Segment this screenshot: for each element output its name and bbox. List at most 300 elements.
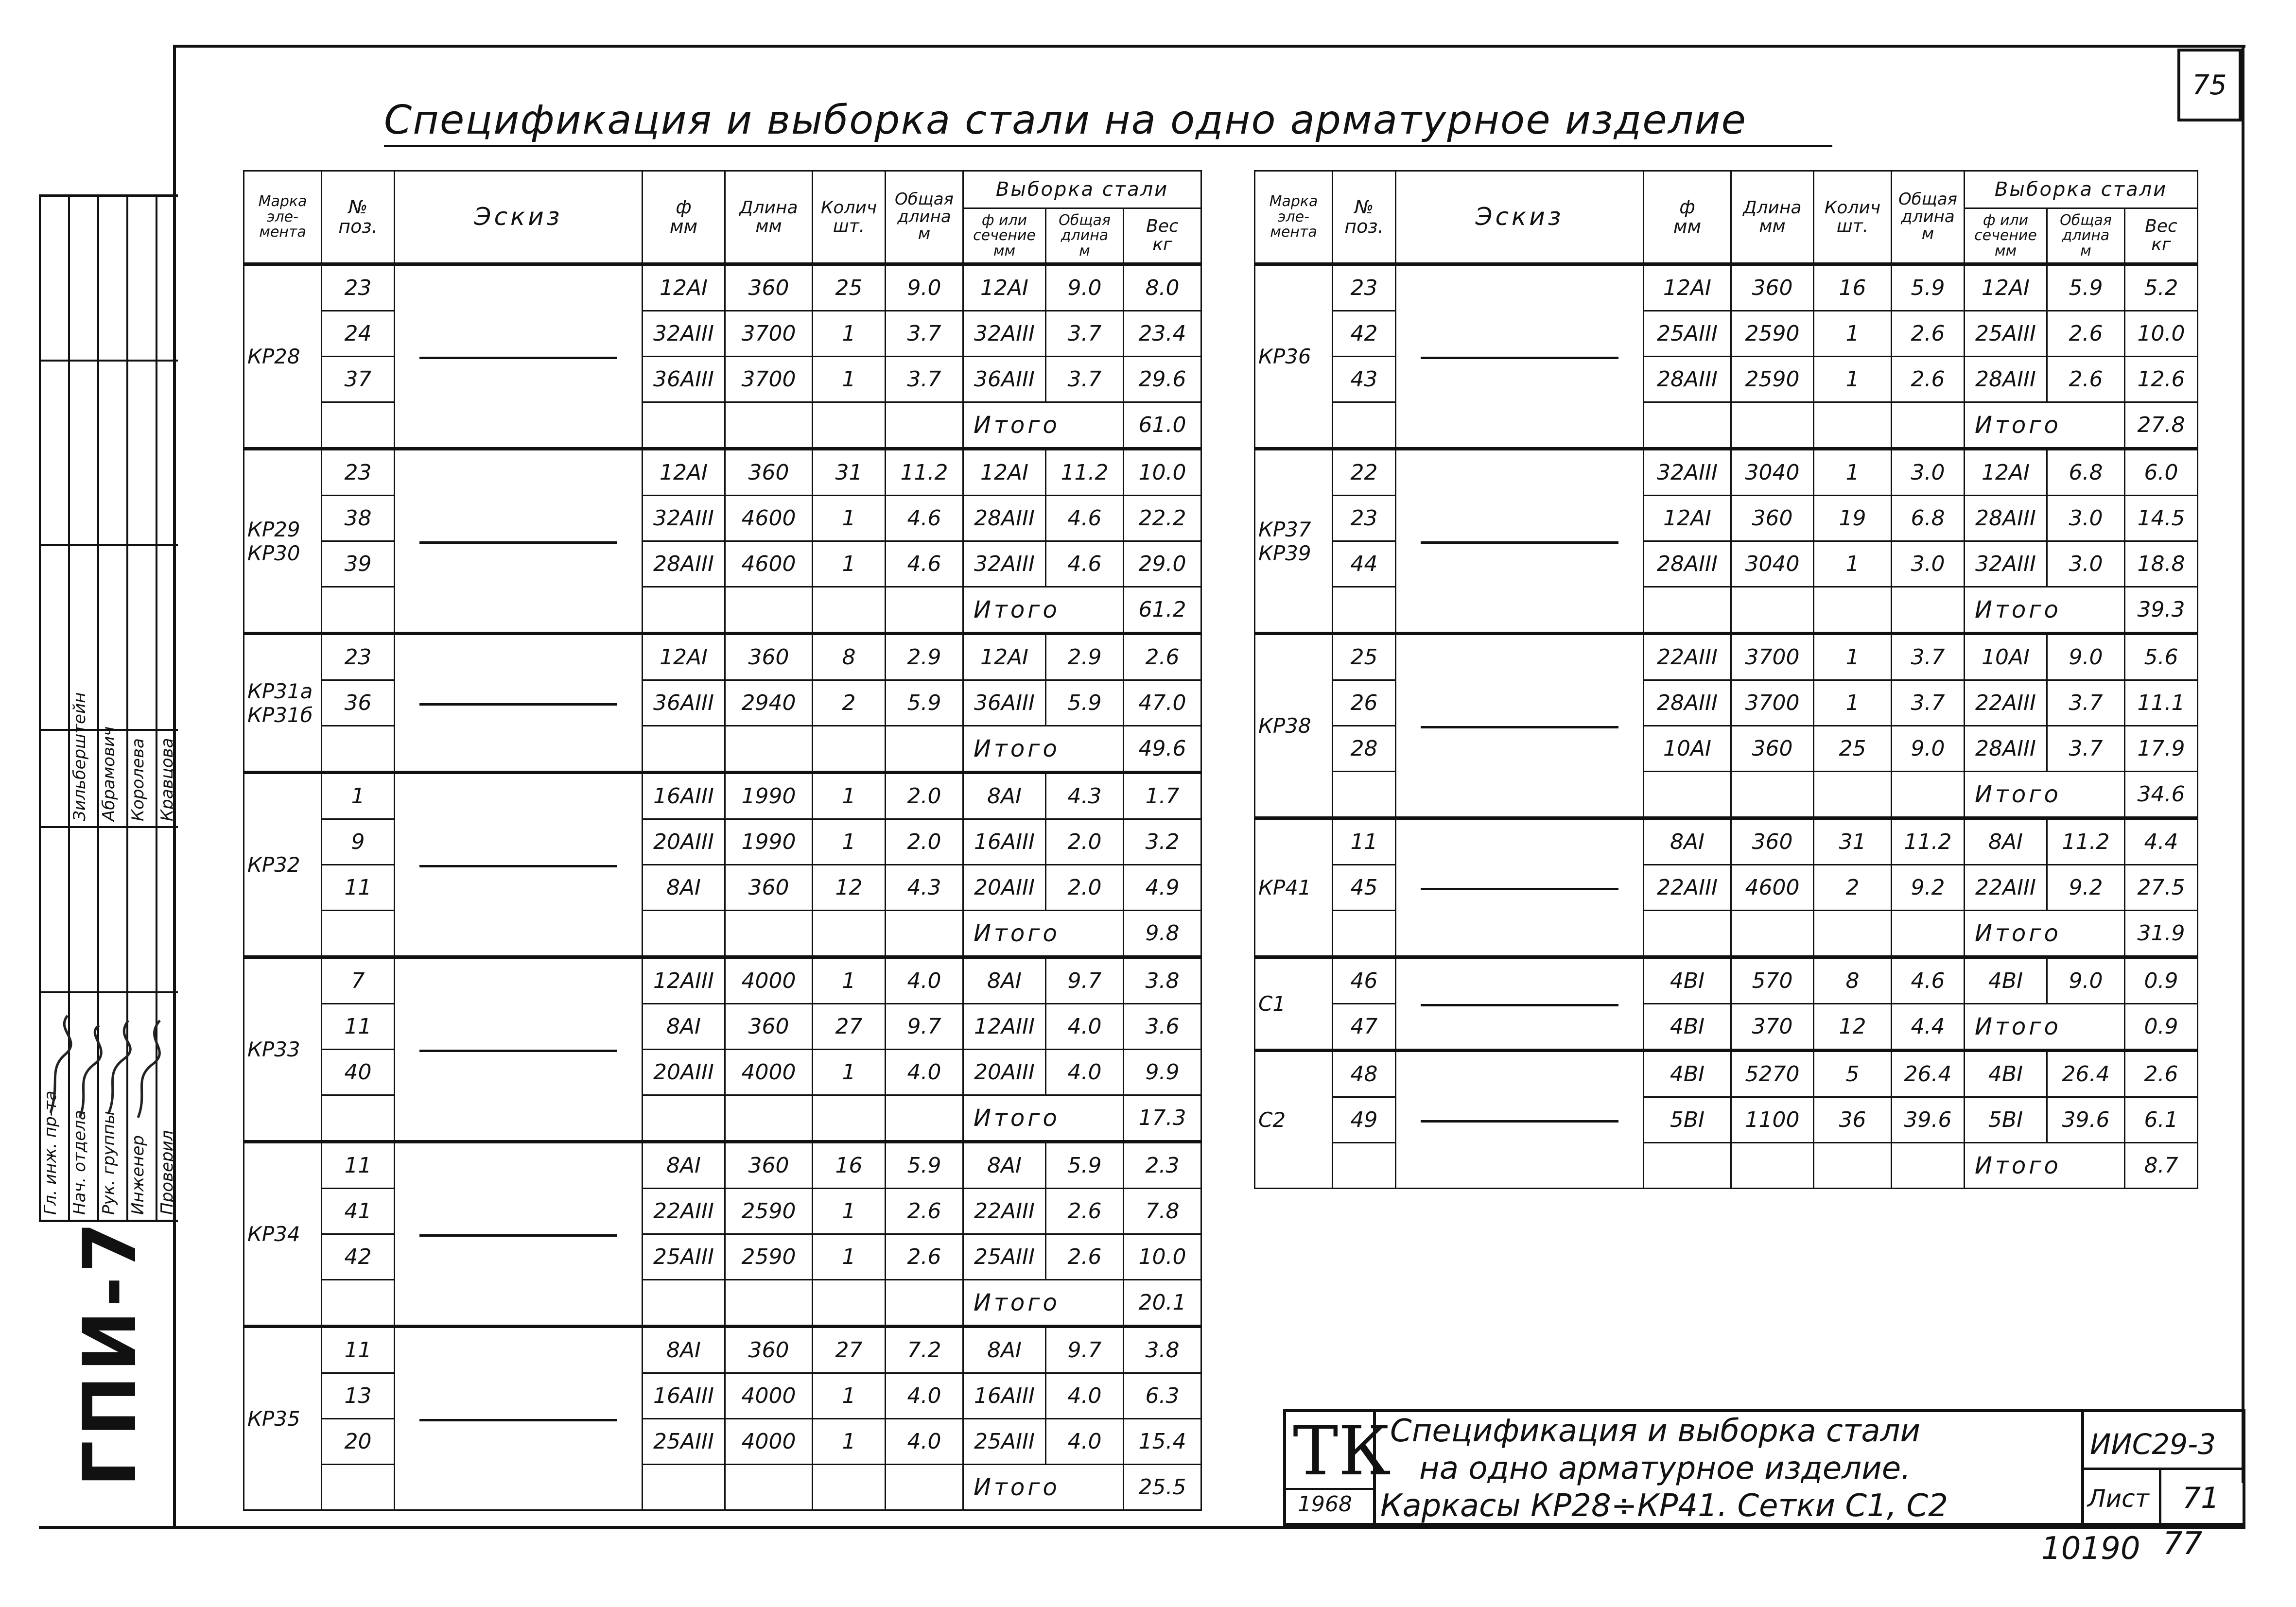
empty-cell — [643, 587, 725, 634]
selection-diameter: 12АIII — [963, 1004, 1046, 1050]
signature-marks — [46, 909, 172, 1132]
bar-quantity: 5 — [1814, 1051, 1892, 1097]
tb-year: 1968 — [1298, 1492, 1352, 1517]
empty-cell — [813, 726, 886, 773]
bar-sketch-line — [419, 541, 617, 544]
selection-diameter: 5ВI — [1965, 1097, 2047, 1143]
bar-length: 3700 — [725, 357, 813, 402]
bar-sketch-line — [1421, 541, 1618, 544]
table-row — [244, 1050, 1201, 1095]
selection-length: 9.0 — [2047, 634, 2125, 680]
bar-quantity: 1 — [813, 1373, 886, 1419]
bar-diameter: 20АIII — [643, 819, 725, 865]
total-length: 39.6 — [1892, 1097, 1965, 1143]
archive-page: 77 — [2163, 1526, 2203, 1562]
total-length: 3.0 — [1892, 541, 1965, 587]
table-row — [244, 357, 1201, 402]
selection-length: 4.3 — [1046, 773, 1124, 819]
total-weight: 49.6 — [1124, 726, 1201, 773]
selection-diameter: 32АIII — [1965, 541, 2047, 587]
bar-sketch-line — [419, 357, 617, 359]
selection-weight: 29.6 — [1124, 357, 1201, 402]
bar-quantity: 25 — [1814, 726, 1892, 772]
position-number: 13 — [322, 1373, 395, 1419]
stamp-name-2: Абрамович — [99, 726, 119, 821]
position-number: 43 — [1333, 357, 1396, 402]
selection-length: 3.0 — [2047, 541, 2125, 587]
hdr-qty: Колич шт. — [813, 171, 886, 264]
sketch-cell — [1396, 449, 1644, 634]
sketch-cell — [1396, 818, 1644, 957]
selection-diameter: 28АIII — [1965, 496, 2047, 541]
element-mark-label: КР30 — [247, 541, 300, 565]
table-row — [244, 1373, 1201, 1419]
table-row — [244, 264, 1201, 311]
bar-length: 360 — [1731, 496, 1814, 541]
empty-cell — [886, 1465, 963, 1510]
selection-weight: 1.7 — [1124, 773, 1201, 819]
position-number: 40 — [322, 1050, 395, 1095]
frame-bottom — [39, 1526, 2245, 1529]
selection-diameter: 25АIII — [1965, 311, 2047, 357]
element-mark — [244, 449, 322, 634]
total-length: 5.9 — [886, 1142, 963, 1189]
selection-weight: 4.9 — [1124, 865, 1201, 911]
bar-diameter: 25АIII — [643, 1234, 725, 1280]
hdr-total-length: Общая длина м — [886, 171, 963, 264]
total-length: 4.0 — [886, 1419, 963, 1465]
selection-weight: 18.8 — [2125, 541, 2198, 587]
sheet-title-underline — [384, 145, 1832, 147]
selection-length: 4.6 — [1046, 496, 1124, 541]
bar-diameter: 22АIII — [643, 1189, 725, 1234]
selection-diameter: 36АIII — [963, 680, 1046, 726]
bar-quantity: 12 — [813, 865, 886, 911]
bar-length: 4600 — [1731, 865, 1814, 911]
selection-weight: 22.2 — [1124, 496, 1201, 541]
empty-cell — [1814, 402, 1892, 449]
selection-diameter: 8АI — [1965, 818, 2047, 865]
empty-cell — [322, 587, 395, 634]
selection-weight: 3.8 — [1124, 1327, 1201, 1373]
bar-length: 4600 — [725, 541, 813, 587]
archive-number: 10190 — [2041, 1531, 2140, 1567]
selection-weight: 3.8 — [1124, 957, 1201, 1004]
bar-diameter: 12АI — [1644, 496, 1731, 541]
selection-weight: 10.0 — [1124, 1234, 1201, 1280]
bar-length: 2590 — [725, 1234, 813, 1280]
bar-length: 360 — [1731, 726, 1814, 772]
selection-diameter: 12АI — [963, 264, 1046, 311]
table-row — [244, 865, 1201, 911]
bar-quantity: 25 — [813, 264, 886, 311]
sketch-cell — [1396, 264, 1644, 449]
empty-cell — [322, 726, 395, 773]
table-row — [1255, 264, 2198, 311]
tb-line-3: Каркасы КР28÷КР41. Сетки С1, С2 — [1380, 1488, 1948, 1524]
bar-length: 2590 — [1731, 311, 1814, 357]
bar-quantity: 8 — [1814, 957, 1892, 1004]
bar-quantity: 1 — [813, 1234, 886, 1280]
selection-length: 5.9 — [1046, 1142, 1124, 1189]
selection-diameter: 12АI — [1965, 449, 2047, 496]
empty-cell — [322, 1095, 395, 1142]
bar-quantity: 12 — [1814, 1004, 1892, 1051]
table-row — [244, 311, 1201, 357]
bar-length: 4000 — [725, 1419, 813, 1465]
total-label: Итого — [963, 402, 1124, 449]
selection-diameter: 8АI — [963, 773, 1046, 819]
total-length: 4.4 — [1892, 1004, 1965, 1051]
tb-sheet-label: Лист — [2087, 1485, 2149, 1513]
selection-diameter: 4ВI — [1965, 1051, 2047, 1097]
total-length: 4.0 — [886, 957, 963, 1004]
stamp-vline-1 — [39, 194, 41, 1222]
empty-cell — [1814, 772, 1892, 818]
bar-diameter: 28АIII — [643, 541, 725, 587]
signature-2 — [80, 1025, 101, 1118]
element-mark-label: КР28 — [247, 345, 300, 368]
hdr-length: Длина мм — [725, 171, 813, 264]
selection-weight: 23.4 — [1124, 311, 1201, 357]
bar-diameter: 28АIII — [1644, 680, 1731, 726]
page-number: 75 — [2177, 49, 2242, 121]
hdr-mark: Марка эле- мента — [244, 171, 322, 264]
empty-cell — [725, 1465, 813, 1510]
bar-length: 2590 — [1731, 357, 1814, 402]
stamp-role-5: Проверил — [157, 1130, 177, 1215]
empty-cell — [1892, 402, 1965, 449]
sketch-cell — [395, 449, 643, 634]
bar-length: 1990 — [725, 819, 813, 865]
selection-diameter: 28АIII — [1965, 726, 2047, 772]
position-number: 36 — [322, 680, 395, 726]
selection-diameter: 12АI — [963, 449, 1046, 496]
hdr-length: Длина мм — [1731, 171, 1814, 264]
bar-diameter: 16АIII — [643, 1373, 725, 1419]
empty-cell — [1892, 772, 1965, 818]
bar-diameter: 8АI — [643, 1142, 725, 1189]
empty-cell — [1333, 587, 1396, 634]
empty-cell — [1814, 1143, 1892, 1189]
sketch-cell — [395, 773, 643, 957]
element-mark-label: КР33 — [247, 1037, 300, 1061]
selection-diameter: 4ВI — [1965, 957, 2047, 1004]
total-length: 4.6 — [886, 496, 963, 541]
position-number: 20 — [322, 1419, 395, 1465]
total-length: 4.3 — [886, 865, 963, 911]
total-length: 5.9 — [1892, 264, 1965, 311]
bar-sketch-line — [419, 1050, 617, 1052]
bar-diameter: 4ВI — [1644, 1051, 1731, 1097]
empty-cell — [886, 911, 963, 957]
table-row — [244, 1142, 1201, 1189]
selection-diameter: 28АIII — [963, 496, 1046, 541]
frame-top — [175, 45, 2245, 48]
bar-quantity: 36 — [1814, 1097, 1892, 1143]
selection-length: 2.6 — [1046, 1189, 1124, 1234]
bar-sketch-line — [1421, 1120, 1618, 1123]
bar-length: 370 — [1731, 1004, 1814, 1051]
bar-quantity: 1 — [813, 1419, 886, 1465]
selection-weight: 29.0 — [1124, 541, 1201, 587]
empty-cell — [1892, 911, 1965, 957]
selection-diameter: 16АIII — [963, 1373, 1046, 1419]
table-row — [1255, 818, 2198, 865]
position-number: 22 — [1333, 449, 1396, 496]
bar-diameter: 22АIII — [1644, 634, 1731, 680]
selection-weight: 5.6 — [2125, 634, 2198, 680]
selection-length: 3.7 — [2047, 726, 2125, 772]
empty-cell — [725, 1280, 813, 1327]
bar-sketch-line — [419, 865, 617, 867]
bar-quantity: 1 — [1814, 311, 1892, 357]
selection-length: 3.7 — [1046, 311, 1124, 357]
position-number: 23 — [322, 634, 395, 680]
empty-cell — [1731, 587, 1814, 634]
position-number: 23 — [322, 264, 395, 311]
sketch-cell — [395, 1327, 643, 1510]
table-row — [244, 449, 1201, 496]
position-number: 25 — [1333, 634, 1396, 680]
bar-quantity: 31 — [1814, 818, 1892, 865]
empty-cell — [813, 1280, 886, 1327]
position-number: 24 — [322, 311, 395, 357]
bar-length: 360 — [1731, 264, 1814, 311]
bar-length: 3040 — [1731, 541, 1814, 587]
selection-diameter: 12АI — [963, 634, 1046, 680]
selection-length: 4.0 — [1046, 1050, 1124, 1095]
tb-logo: ТК — [1293, 1412, 1391, 1491]
position-number: 9 — [322, 819, 395, 865]
department-code: ГПИ-7 — [68, 1218, 153, 1487]
bar-diameter: 5ВI — [1644, 1097, 1731, 1143]
position-number: 41 — [322, 1189, 395, 1234]
selection-length: 9.7 — [1046, 957, 1124, 1004]
position-number: 11 — [322, 1004, 395, 1050]
element-mark-label: КР38 — [1258, 714, 1311, 738]
position-number: 7 — [322, 957, 395, 1004]
bar-length: 4600 — [725, 496, 813, 541]
total-length: 4.0 — [886, 1050, 963, 1095]
empty-cell — [813, 911, 886, 957]
selection-weight: 11.1 — [2125, 680, 2198, 726]
total-length: 4.6 — [1892, 957, 1965, 1004]
element-mark-label: КР31а — [247, 679, 313, 703]
selection-weight: 15.4 — [1124, 1419, 1201, 1465]
spec-table-right — [1254, 170, 2198, 1189]
total-length: 4.6 — [886, 541, 963, 587]
table-row — [244, 1189, 1201, 1234]
total-row — [244, 1095, 1201, 1142]
selection-diameter: 32АIII — [963, 311, 1046, 357]
stamp-name-1: Зильберштейн — [70, 692, 89, 821]
bar-length: 4000 — [725, 1373, 813, 1419]
element-mark-label: КР37 — [1258, 517, 1311, 541]
empty-cell — [643, 1095, 725, 1142]
element-mark — [1255, 449, 1333, 634]
bar-quantity: 1 — [813, 311, 886, 357]
empty-cell — [1644, 911, 1731, 957]
selection-diameter: 8АI — [963, 957, 1046, 1004]
selection-length: 5.9 — [1046, 680, 1124, 726]
table-row — [244, 634, 1201, 680]
spec-table-left — [243, 170, 1202, 1511]
empty-cell — [1814, 587, 1892, 634]
element-mark-label: КР35 — [247, 1407, 300, 1431]
bar-quantity: 1 — [813, 773, 886, 819]
total-row — [244, 402, 1201, 449]
empty-cell — [322, 402, 395, 449]
position-number: 11 — [322, 865, 395, 911]
sheet-title: Спецификация и выборка стали на одно арматурное изделие — [384, 97, 1747, 143]
position-number: 11 — [322, 1142, 395, 1189]
selection-length: 2.6 — [2047, 357, 2125, 402]
total-label: Итого — [1965, 911, 2125, 957]
bar-quantity: 27 — [813, 1327, 886, 1373]
bar-diameter: 12АI — [643, 634, 725, 680]
hdr-mark: Марка эле- мента — [1255, 171, 1333, 264]
bar-diameter: 8АI — [643, 1327, 725, 1373]
position-number: 26 — [1333, 680, 1396, 726]
bar-length: 360 — [725, 264, 813, 311]
total-weight: 39.3 — [2125, 587, 2198, 634]
sketch-cell — [395, 634, 643, 773]
empty-cell — [1333, 911, 1396, 957]
hdr-pos: № поз. — [1333, 171, 1396, 264]
tb-line-2: на одно арматурное изделие. — [1419, 1451, 1911, 1486]
total-length: 2.6 — [886, 1234, 963, 1280]
total-weight: 25.5 — [1124, 1465, 1201, 1510]
hdr-selection: Выборка стали — [963, 171, 1201, 208]
bar-diameter: 36АIII — [643, 680, 725, 726]
sketch-cell — [395, 957, 643, 1142]
bar-quantity: 8 — [813, 634, 886, 680]
selection-diameter: 36АIII — [963, 357, 1046, 402]
total-row — [244, 587, 1201, 634]
element-mark — [244, 634, 322, 773]
element-mark-label: КР41 — [1258, 876, 1311, 899]
position-number: 23 — [1333, 264, 1396, 311]
hdr-pos: № поз. — [322, 171, 395, 264]
empty-cell — [725, 726, 813, 773]
selection-length: 9.0 — [2047, 957, 2125, 1004]
bar-length: 1100 — [1731, 1097, 1814, 1143]
element-mark — [1255, 634, 1333, 818]
element-mark-label: С2 — [1258, 1108, 1286, 1132]
table-row — [244, 1327, 1201, 1373]
hdr-phi: ф мм — [1644, 171, 1731, 264]
element-mark-label: КР32 — [247, 853, 300, 877]
signature-3 — [109, 1020, 130, 1113]
empty-cell — [813, 1465, 886, 1510]
empty-cell — [1333, 1143, 1396, 1189]
selection-weight: 12.6 — [2125, 357, 2198, 402]
total-label: Итого — [1965, 772, 2125, 818]
element-mark — [244, 957, 322, 1142]
selection-diameter: 16АIII — [963, 819, 1046, 865]
element-mark-label: КР29 — [247, 517, 300, 541]
empty-cell — [813, 1095, 886, 1142]
bar-length: 4000 — [725, 1050, 813, 1095]
position-number: 44 — [1333, 541, 1396, 587]
element-mark — [1255, 264, 1333, 449]
selection-weight: 17.9 — [2125, 726, 2198, 772]
bar-quantity: 1 — [1814, 634, 1892, 680]
total-weight: 61.2 — [1124, 587, 1201, 634]
sketch-cell — [395, 1142, 643, 1327]
bar-quantity: 1 — [813, 496, 886, 541]
empty-cell — [643, 1280, 725, 1327]
table-row — [1255, 634, 2198, 680]
empty-cell — [813, 587, 886, 634]
bar-diameter: 12АI — [1644, 264, 1731, 311]
bar-diameter: 32АIII — [643, 496, 725, 541]
empty-cell — [1814, 911, 1892, 957]
selection-length: 5.9 — [2047, 264, 2125, 311]
selection-diameter: 20АIII — [963, 865, 1046, 911]
position-number: 11 — [322, 1327, 395, 1373]
empty-cell — [1644, 772, 1731, 818]
total-length: 3.0 — [1892, 449, 1965, 496]
empty-cell — [1731, 402, 1814, 449]
bar-quantity: 19 — [1814, 496, 1892, 541]
selection-diameter: 8АI — [963, 1327, 1046, 1373]
position-number: 42 — [1333, 311, 1396, 357]
bar-diameter: 8АI — [643, 1004, 725, 1050]
bar-length: 360 — [1731, 818, 1814, 865]
bar-length: 2590 — [725, 1189, 813, 1234]
element-mark — [244, 264, 322, 449]
position-number: 45 — [1333, 865, 1396, 911]
bar-diameter: 8АI — [1644, 818, 1731, 865]
hdr-sketch: Эскиз — [395, 171, 643, 264]
stamp-role-1: Гл. инж. пр-та — [41, 1090, 60, 1215]
position-number: 28 — [1333, 726, 1396, 772]
bar-quantity: 1 — [813, 541, 886, 587]
empty-cell — [1644, 402, 1731, 449]
table-row — [244, 541, 1201, 587]
bar-quantity: 1 — [813, 1189, 886, 1234]
bar-sketch-line — [419, 703, 617, 706]
selection-weight: 2.3 — [1124, 1142, 1201, 1189]
bar-length: 3700 — [725, 311, 813, 357]
bar-length: 360 — [725, 1327, 813, 1373]
bar-length: 3040 — [1731, 449, 1814, 496]
bar-quantity: 1 — [1814, 449, 1892, 496]
selection-length: 2.6 — [1046, 1234, 1124, 1280]
bar-diameter: 12АIII — [643, 957, 725, 1004]
signature-1 — [51, 1016, 71, 1113]
bar-quantity: 16 — [1814, 264, 1892, 311]
element-mark — [244, 1327, 322, 1510]
bar-diameter: 12АI — [643, 449, 725, 496]
empty-cell — [643, 726, 725, 773]
selection-length: 4.6 — [1046, 541, 1124, 587]
bar-length: 3700 — [1731, 680, 1814, 726]
empty-cell — [322, 911, 395, 957]
total-length: 2.0 — [886, 819, 963, 865]
table-row — [244, 819, 1201, 865]
total-label: Итого — [1965, 587, 2125, 634]
bar-diameter: 28АIII — [1644, 541, 1731, 587]
empty-cell — [1731, 1143, 1814, 1189]
position-number: 39 — [322, 541, 395, 587]
empty-cell — [1892, 587, 1965, 634]
selection-length: 39.6 — [2047, 1097, 2125, 1143]
empty-cell — [886, 587, 963, 634]
selection-diameter: 8АI — [963, 1142, 1046, 1189]
